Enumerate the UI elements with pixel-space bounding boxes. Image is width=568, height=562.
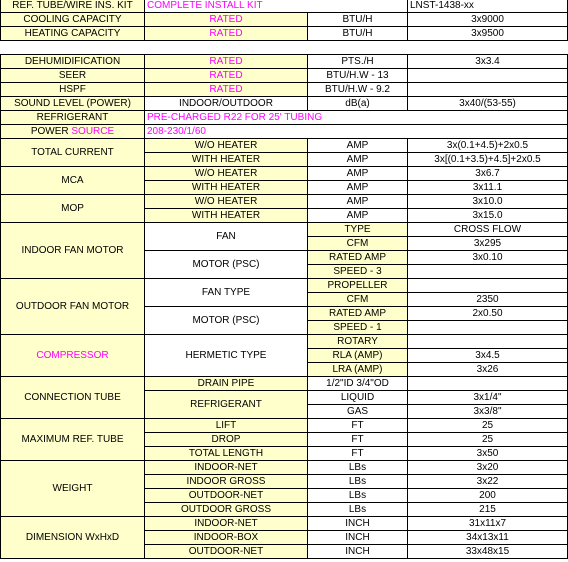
dimension-unit-1: INCH [308, 517, 408, 531]
mop-cond-2: WITH HEATER [145, 209, 308, 223]
total-current-unit-2: AMP [308, 153, 408, 167]
row-compressor-1 [1, 335, 568, 349]
indoor-fan-rated-amp: RATED AMP [308, 251, 408, 265]
indoor-fan-speed: SPEED - 3 [308, 265, 408, 279]
hspf-unit: BTU/H.W - 9.2 [308, 83, 408, 97]
weight-unit-2: LBs [308, 475, 408, 489]
row-weight-1 [1, 461, 568, 475]
maxref-total-unit: FT [308, 447, 408, 461]
row-power [1, 125, 568, 139]
total-current-label: TOTAL CURRENT [1, 139, 145, 167]
weight-data-2: 3x22 [408, 475, 568, 489]
refrigerant-value: PRE-CHARGED R22 FOR 25' TUBING [145, 111, 568, 125]
outdoor-fan-motor: MOTOR (PSC) [145, 307, 308, 335]
power-label-source: SOURCE [71, 126, 115, 137]
weight-name-3: OUTDOOR-NET [145, 489, 308, 503]
sound-value: INDOOR/OUTDOOR [145, 97, 308, 111]
row-sound [1, 97, 568, 111]
ref-tube-value: COMPLETE INSTALL KIT [145, 0, 408, 13]
spacer [1, 41, 568, 55]
weight-data-4: 215 [408, 503, 568, 517]
outdoor-fan-speed: SPEED - 1 [308, 321, 408, 335]
outdoor-fan-cfm: CFM [308, 293, 408, 307]
row-cooling [1, 13, 568, 27]
dimension-data-3: 33x48x15 [408, 545, 568, 559]
row-ref-tube [1, 0, 568, 13]
maxref-drop-val: 25 [408, 433, 568, 447]
row-outdoor-fan-1 [1, 279, 568, 293]
compressor-lra-val: 3x26 [408, 363, 568, 377]
indoor-fan-type-val: CROSS FLOW [408, 223, 568, 237]
seer-unit: BTU/H.W - 13 [308, 69, 408, 83]
mop-label: MOP [1, 195, 145, 223]
indoor-fan-cfm-val: 3x295 [408, 237, 568, 251]
compressor-label: COMPRESSOR [1, 335, 145, 377]
outdoor-fan-rated-amp-val: 2x0.50 [408, 307, 568, 321]
weight-label: WEIGHT [1, 461, 145, 517]
outdoor-fan-propeller: PROPELLER [308, 279, 408, 293]
cooling-data: 3x9000 [408, 13, 568, 27]
row-refrigerant [1, 111, 568, 125]
dehumid-unit: PTS./H [308, 55, 408, 69]
seer-label: SEER [1, 69, 145, 83]
indoor-fan-cfm: CFM [308, 237, 408, 251]
spacer-row [1, 41, 568, 55]
row-indoor-fan-1 [1, 223, 568, 237]
ref-tube-label: REF. TUBE/WIRE INS. KIT [1, 0, 145, 13]
sound-unit: dB(a) [308, 97, 408, 111]
heating-label: HEATING CAPACITY [1, 27, 145, 41]
connection-liquid-val: 3x1/4" [408, 391, 568, 405]
heating-unit: BTU/H [308, 27, 408, 41]
connection-liquid: LIQUID [308, 391, 408, 405]
weight-name-4: OUTDOOR GROSS [145, 503, 308, 517]
compressor-rotary-val [408, 335, 568, 349]
indoor-fan-type: TYPE [308, 223, 408, 237]
weight-unit-4: LBs [308, 503, 408, 517]
compressor-hermetic: HERMETIC TYPE [145, 335, 308, 377]
dehumid-data: 3x3.4 [408, 55, 568, 69]
mop-cond-1: W/O HEATER [145, 195, 308, 209]
connection-gas-val: 3x3/8" [408, 405, 568, 419]
refrigerant-label: REFRIGERANT [1, 111, 145, 125]
mca-data-2: 3x11.1 [408, 181, 568, 195]
total-current-unit-1: AMP [308, 139, 408, 153]
mca-cond-2: WITH HEATER [145, 181, 308, 195]
total-current-data-1: 3x(0.1+4.5)+2x0.5 [408, 139, 568, 153]
dehumid-label: DEHUMIDIFICATION [1, 55, 145, 69]
connection-refrigerant: REFRIGERANT [145, 391, 308, 419]
weight-data-3: 200 [408, 489, 568, 503]
seer-data [408, 69, 568, 83]
outdoor-fan-rated-amp: RATED AMP [308, 307, 408, 321]
dimension-name-1: INDOOR-NET [145, 517, 308, 531]
dimension-label: DIMENSION WxHxD [1, 517, 145, 559]
compressor-lra: LRA (AMP) [308, 363, 408, 377]
maxref-total-val: 3x50 [408, 447, 568, 461]
heating-data: 3x9500 [408, 27, 568, 41]
mca-unit-1: AMP [308, 167, 408, 181]
compressor-rotary: ROTARY [308, 335, 408, 349]
weight-data-1: 3x20 [408, 461, 568, 475]
indoor-fan-rated-amp-val: 3x0.10 [408, 251, 568, 265]
weight-name-1: INDOOR-NET [145, 461, 308, 475]
maxref-drop: DROP [145, 433, 308, 447]
sound-label: SOUND LEVEL (POWER) [1, 97, 145, 111]
mca-unit-2: AMP [308, 181, 408, 195]
indoor-fan-fan: FAN [145, 223, 308, 251]
total-current-data-2: 3x[(0.1+3.5)+4.5]+2x0.5 [408, 153, 568, 167]
power-label [1, 125, 145, 139]
connection-drain-val: 1/2"ID 3/4"OD [308, 377, 408, 391]
heating-rated: RATED [145, 27, 308, 41]
cooling-label: COOLING CAPACITY [1, 13, 145, 27]
row-seer [1, 69, 568, 83]
hspf-data [408, 83, 568, 97]
indoor-fan-motor: MOTOR (PSC) [145, 251, 308, 279]
hspf-label: HSPF [1, 83, 145, 97]
mop-data-2: 3x15.0 [408, 209, 568, 223]
row-hspf [1, 83, 568, 97]
dimension-name-3: OUTDOOR-NET [145, 545, 308, 559]
seer-rated: RATED [145, 69, 308, 83]
connection-gas: GAS [308, 405, 408, 419]
connection-tube-label: CONNECTION TUBE [1, 377, 145, 419]
weight-unit-3: LBs [308, 489, 408, 503]
row-maxref-1 [1, 419, 568, 433]
mop-unit-1: AMP [308, 195, 408, 209]
outdoor-fan-cfm-val: 2350 [408, 293, 568, 307]
mop-data-1: 3x10.0 [408, 195, 568, 209]
dimension-unit-2: INCH [308, 531, 408, 545]
compressor-rla-val: 3x4.5 [408, 349, 568, 363]
outdoor-fan-propeller-val [408, 279, 568, 293]
max-ref-tube-label: MAXIMUM REF. TUBE [1, 419, 145, 461]
mca-cond-1: W/O HEATER [145, 167, 308, 181]
weight-name-2: INDOOR GROSS [145, 475, 308, 489]
indoor-fan-speed-val [408, 265, 568, 279]
dehumid-rated: RATED [145, 55, 308, 69]
connection-drain-data [408, 377, 568, 391]
sound-data: 3x40/(53-55) [408, 97, 568, 111]
mop-unit-2: AMP [308, 209, 408, 223]
maxref-total: TOTAL LENGTH [145, 447, 308, 461]
cooling-rated: RATED [145, 13, 308, 27]
hspf-rated: RATED [145, 83, 308, 97]
row-total-current-1 [1, 139, 568, 153]
total-current-cond-2: WITH HEATER [145, 153, 308, 167]
row-dimension-1 [1, 517, 568, 531]
dimension-unit-3: INCH [308, 545, 408, 559]
row-mca-1 [1, 167, 568, 181]
outdoor-fan-speed-val [408, 321, 568, 335]
outdoor-fan-type: FAN TYPE [145, 279, 308, 307]
outdoor-fan-label: OUTDOOR FAN MOTOR [1, 279, 145, 335]
row-mop-1 [1, 195, 568, 209]
maxref-drop-unit: FT [308, 433, 408, 447]
power-value: 208-230/1/60 [145, 125, 568, 139]
row-heating [1, 27, 568, 41]
mca-label: MCA [1, 167, 145, 195]
dimension-name-2: INDOOR-BOX [145, 531, 308, 545]
cooling-unit: BTU/H [308, 13, 408, 27]
indoor-fan-label: INDOOR FAN MOTOR [1, 223, 145, 279]
dimension-data-1: 31x11x7 [408, 517, 568, 531]
mca-data-1: 3x6.7 [408, 167, 568, 181]
power-label-main: POWER [30, 126, 72, 137]
maxref-lift-unit: FT [308, 419, 408, 433]
dimension-data-2: 34x13x11 [408, 531, 568, 545]
weight-unit-1: LBs [308, 461, 408, 475]
total-current-cond-1: W/O HEATER [145, 139, 308, 153]
row-dehumid [1, 55, 568, 69]
maxref-lift-val: 25 [408, 419, 568, 433]
maxref-lift: LIFT [145, 419, 308, 433]
row-connection-1 [1, 377, 568, 391]
model-number: LNST-1438-xx [408, 0, 568, 13]
compressor-rla: RLA (AMP) [308, 349, 408, 363]
connection-drain: DRAIN PIPE [145, 377, 308, 391]
